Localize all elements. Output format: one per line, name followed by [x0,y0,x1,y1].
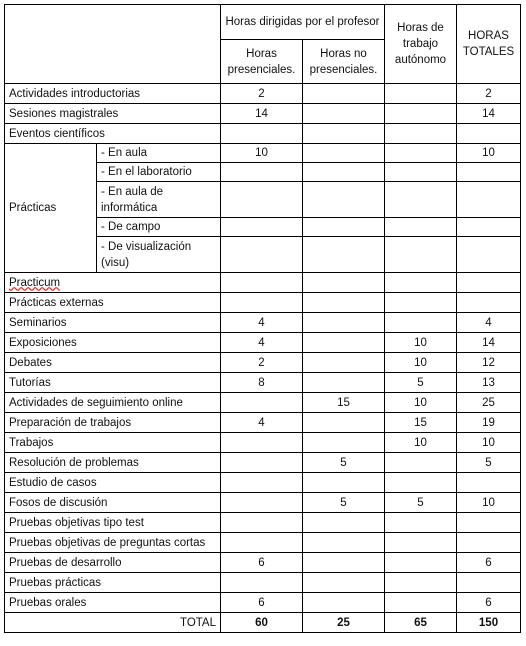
row-label: Exposiciones [5,333,221,353]
no-presenciales-cell [303,593,385,613]
no-presenciales-cell [303,237,385,273]
total-presenciales: 60 [221,613,303,633]
presenciales-cell: 4 [221,413,303,433]
total-cell [457,513,521,533]
practicas-sublabel: - De visualización (visu) [97,237,221,273]
no-presenciales-cell [303,573,385,593]
header-autonomo: Horas de trabajo autónomo [385,5,457,84]
presenciales-cell: 14 [221,104,303,124]
presenciales-cell [221,573,303,593]
table-row [5,84,521,104]
total-cell: 5 [457,453,521,473]
header-group: Horas dirigidas por el profesor [221,5,385,40]
row-label: Pruebas objetivas tipo test [5,513,221,533]
total-cell [457,218,521,237]
total-cell: 19 [457,413,521,433]
table-row [5,373,521,393]
total-cell [457,182,521,218]
no-presenciales-cell [303,163,385,182]
presenciales-cell [221,124,303,144]
row-label: Debates [5,353,221,373]
no-presenciales-cell [303,353,385,373]
no-presenciales-cell [303,473,385,493]
no-presenciales-cell [303,124,385,144]
total-autonomo: 65 [385,613,457,633]
total-cell: 2 [457,84,521,104]
row-label: Practicum [5,273,221,293]
total-total: 150 [457,613,521,633]
presenciales-cell: 6 [221,553,303,573]
total-cell: 10 [457,144,521,163]
row-label: Pruebas de desarrollo [5,553,221,573]
autonomo-cell [385,144,457,163]
table-row [5,413,521,433]
table-row [5,273,521,293]
total-cell [457,533,521,553]
row-label: Actividades introductorias [5,84,221,104]
no-presenciales-cell [303,433,385,453]
presenciales-cell: 4 [221,333,303,353]
total-label: TOTAL [5,613,221,633]
total-cell [457,573,521,593]
practicas-sublabel: - En aula de informática [97,182,221,218]
presenciales-cell [221,273,303,293]
presenciales-cell [221,493,303,513]
practicas-sublabel: - En aula [97,144,221,163]
row-label: Tutorías [5,373,221,393]
practicas-sublabel: - De campo [97,218,221,237]
practicas-subrow [5,144,521,163]
table-row [5,104,521,124]
autonomo-cell [385,453,457,473]
autonomo-cell: 5 [385,373,457,393]
autonomo-cell [385,553,457,573]
autonomo-cell: 10 [385,353,457,373]
no-presenciales-cell [303,313,385,333]
total-cell: 6 [457,553,521,573]
table-row [5,493,521,513]
autonomo-cell [385,513,457,533]
no-presenciales-cell [303,293,385,313]
total-cell: 10 [457,493,521,513]
total-cell [457,293,521,313]
autonomo-cell [385,237,457,273]
autonomo-cell [385,593,457,613]
row-label: Preparación de trabajos [5,413,221,433]
autonomo-cell [385,313,457,333]
no-presenciales-cell [303,553,385,573]
header-presenciales: Horas presenciales. [221,40,303,84]
table-row [5,553,521,573]
total-cell: 14 [457,333,521,353]
total-cell: 12 [457,353,521,373]
practicas-label: Prácticas [5,144,97,273]
presenciales-cell: 10 [221,144,303,163]
autonomo-cell [385,104,457,124]
autonomo-cell [385,84,457,104]
autonomo-cell [385,473,457,493]
presenciales-cell [221,453,303,473]
table-row [5,513,521,533]
autonomo-cell [385,293,457,313]
no-presenciales-cell [303,144,385,163]
no-presenciales-cell: 5 [303,453,385,473]
no-presenciales-cell [303,104,385,124]
presenciales-cell: 2 [221,84,303,104]
row-label: Trabajos [5,433,221,453]
autonomo-cell [385,533,457,553]
no-presenciales-cell: 15 [303,393,385,413]
row-label: Fosos de discusión [5,493,221,513]
row-label: Seminarios [5,313,221,333]
table-row [5,293,521,313]
header-no-presenciales: Horas no presenciales. [303,40,385,84]
row-label: Actividades de seguimiento online [5,393,221,413]
no-presenciales-cell: 5 [303,493,385,513]
row-label: Pruebas objetivas de preguntas cortas [5,533,221,553]
autonomo-cell [385,163,457,182]
no-presenciales-cell [303,513,385,533]
hours-table [4,4,521,633]
presenciales-cell: 8 [221,373,303,393]
row-label: Pruebas prácticas [5,573,221,593]
total-cell [457,124,521,144]
autonomo-cell [385,218,457,237]
total-cell [457,273,521,293]
total-cell [457,473,521,493]
total-row [5,613,521,633]
total-cell [457,237,521,273]
autonomo-cell: 10 [385,333,457,353]
table-row [5,124,521,144]
no-presenciales-cell [303,373,385,393]
autonomo-cell: 10 [385,433,457,453]
autonomo-cell: 15 [385,413,457,433]
row-label: Prácticas externas [5,293,221,313]
autonomo-cell [385,573,457,593]
table-row [5,473,521,493]
presenciales-cell: 6 [221,593,303,613]
presenciales-cell: 2 [221,353,303,373]
table-row [5,313,521,333]
autonomo-cell: 10 [385,393,457,413]
autonomo-cell [385,124,457,144]
table-row [5,453,521,473]
table-row [5,593,521,613]
total-cell: 13 [457,373,521,393]
total-cell: 25 [457,393,521,413]
presenciales-cell [221,393,303,413]
total-cell: 14 [457,104,521,124]
table-row [5,393,521,413]
no-presenciales-cell [303,533,385,553]
no-presenciales-cell [303,413,385,433]
presenciales-cell [221,293,303,313]
no-presenciales-cell [303,273,385,293]
presenciales-cell: 4 [221,313,303,333]
table-row [5,573,521,593]
header-blank [5,5,221,84]
total-cell: 6 [457,593,521,613]
total-no-presenciales: 25 [303,613,385,633]
autonomo-cell: 5 [385,493,457,513]
no-presenciales-cell [303,333,385,353]
no-presenciales-cell [303,182,385,218]
practicas-sublabel: - En el laboratorio [97,163,221,182]
presenciales-cell [221,163,303,182]
presenciales-cell [221,513,303,533]
row-label: Estudio de casos [5,473,221,493]
presenciales-cell [221,182,303,218]
presenciales-cell [221,237,303,273]
table-row [5,433,521,453]
table-row [5,333,521,353]
no-presenciales-cell [303,218,385,237]
no-presenciales-cell [303,84,385,104]
table-row [5,533,521,553]
autonomo-cell [385,182,457,218]
autonomo-cell [385,273,457,293]
header-totales: HORAS TOTALES [457,5,521,84]
presenciales-cell [221,533,303,553]
row-label: Eventos científicos [5,124,221,144]
total-cell [457,163,521,182]
table-row [5,353,521,373]
presenciales-cell [221,218,303,237]
total-cell: 10 [457,433,521,453]
row-label: Resolución de problemas [5,453,221,473]
total-cell: 4 [457,313,521,333]
row-label: Sesiones magistrales [5,104,221,124]
presenciales-cell [221,433,303,453]
presenciales-cell [221,473,303,493]
row-label: Pruebas orales [5,593,221,613]
